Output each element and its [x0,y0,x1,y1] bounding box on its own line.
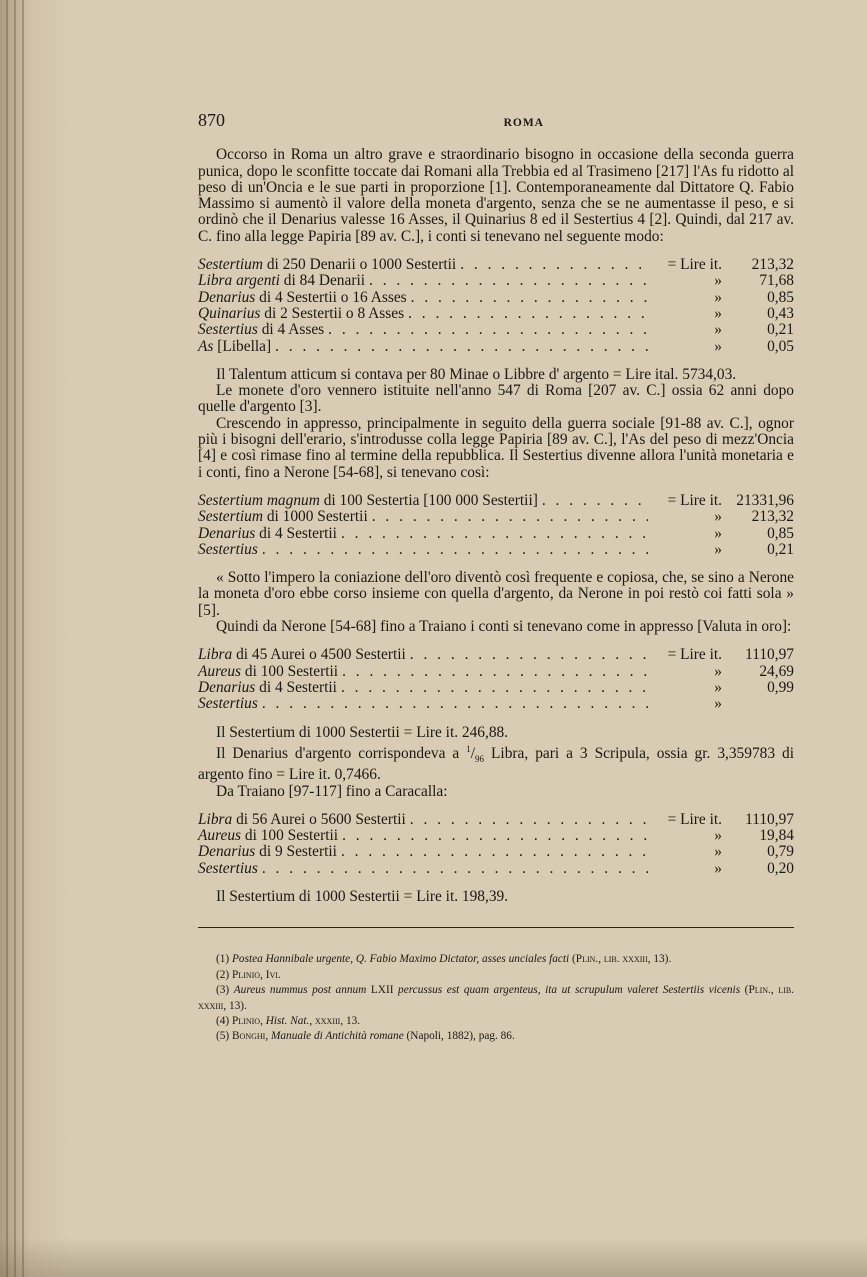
leader-dots [337,844,648,860]
row-label: Aureus di 100 Sestertii [198,662,339,680]
row-value: 0,05 [767,337,794,355]
row-label: Denarius di 4 Sestertii [198,524,337,542]
row-label: Sestertius [198,695,258,713]
row-value: 0,85 [767,288,794,306]
table-row [198,680,794,696]
currency-table-4 [198,812,794,877]
table-row [198,647,794,663]
row-label: As [Libella] [198,337,272,355]
table-row [198,257,794,273]
row-value: 19,84 [759,827,794,845]
table-row [198,306,794,322]
currency-table-3 [198,647,794,712]
page-number: 870 [198,110,225,130]
paragraph: « Sotto l'impero la coniazione dell'oro diventò così frequente e copiosa, che, se sino a Nerone la moneta d'oro ebbe corso insieme con quella d'argento, da Nerone in poi restò coi fatti sola » [5]. [198,569,794,619]
row-value: 213,32 [751,256,794,274]
currency-table-1 [198,257,794,355]
row-equiv: » [714,321,722,339]
row-label: Quinarius di 2 Sestertii o 8 Asses [198,304,405,322]
row-value: 0,43 [767,304,794,322]
row-equiv: » [714,695,722,713]
row-value: 71,68 [759,272,794,290]
table-row [198,290,794,306]
row-equiv: = Lire it. [667,256,722,274]
leader-dots [406,647,648,663]
leader-dots [258,861,648,877]
row-equiv: » [714,678,722,696]
row-equiv: » [714,337,722,355]
leader-dots [337,680,648,696]
leader-dots [337,526,648,542]
row-value: 24,69 [759,662,794,680]
row-value: 21331,96 [736,491,794,509]
table-row [198,526,794,542]
table-row [198,339,794,355]
row-equiv: » [714,272,722,290]
footnote: (4) Plinio, Hist. Nat., xxxiii, 13. [216,1015,361,1027]
row-equiv: » [714,662,722,680]
paragraph: Quindi da Nerone [54-68] fino a Traiano i conti si tenevano come in appresso [Valuta in oro]: [216,618,792,636]
row-equiv: » [714,304,722,322]
leader-dots [406,812,648,828]
row-label: Sestertium di 1000 Sestertii [198,508,368,526]
row-value: 1110,97 [745,646,794,664]
table-row [198,828,794,844]
row-label: Denarius di 4 Sestertii [198,678,337,696]
leader-dots [271,339,648,355]
row-equiv: » [714,540,722,558]
table-row [198,509,794,525]
paragraph: Le monete d'oro vennero istituite nell'anno 547 di Roma [207 av. C.] ossia 62 anni dopo quelle d'argento [3]. [198,382,794,416]
row-label: Aureus di 100 Sestertii [198,827,339,845]
row-label: Libra di 56 Aurei o 5600 Sestertii [198,810,406,828]
row-value: 0,85 [767,524,794,542]
paragraph: Occorso in Roma un altro grave e straordinario bisogno in occasione della seconda guerra punica, dopo le sconfitte toccate dai Romani alla Trebbia ed al Trasimeno [217] l'As fu ridotto al peso di un'Oncia e le sue parti in proporzione [1]. Contemporaneamente dal Dittatore Q. Fabio Massimo si aumentò il valore della moneta d'argento, senza che se ne aumentasse il peso, e si ordinò che il Denarius valesse 16 Asses, il Quinarius 8 ed il Sestertius 4 [2]. Quindi, dal 217 av. C. fino alla legge Papiria [89 av. C.], i conti si tenevano nel seguente modo: [198,146,794,245]
row-label: Denarius di 4 Sestertii o 16 Asses [198,288,407,306]
row-value: 213,32 [751,508,794,526]
row-equiv: = Lire it. [667,646,722,664]
table-row [198,812,794,828]
paragraph: Il Sestertium di 1000 Sestertii = Lire it. 246,88. [216,723,509,741]
leader-dots [258,696,648,712]
row-label: Sestertius [198,859,258,877]
table-row [198,861,794,877]
leader-dots [456,257,648,273]
row-equiv: = Lire it. [667,491,722,509]
footnote: (2) Plinio, Ivi. [216,968,281,981]
row-equiv: » [714,843,722,861]
paragraph: Il Talentum atticum si contava per 80 Minae o Libbre d' argento = Lire ital. 5734,03. [216,365,737,383]
running-header [198,112,794,131]
row-label: Sestertium magnum di 100 Sestertia [100 000 Sestertii] [198,491,538,509]
row-equiv: » [714,827,722,845]
row-value: 0,99 [767,678,794,696]
row-value: 0,20 [767,859,794,877]
leader-dots [338,664,648,680]
row-equiv: » [714,288,722,306]
leader-dots [538,493,648,509]
row-value: 0,21 [767,540,794,558]
leader-dots [365,273,648,289]
row-value: 0,21 [767,321,794,339]
paragraph: Da Traiano [97-117] fino a Caracalla: [216,782,448,800]
running-title: ROMA [503,117,544,129]
row-label: Libra di 45 Aurei o 4500 Sestertii [198,646,406,664]
paragraph: Il Sestertium di 1000 Sestertii = Lire it. 198,39. [216,888,509,906]
table-row [198,844,794,860]
footnote: (3) Aureus nummus post annum LXII percussus est quam argenteus, ita ut scrupulum valeret Sestertiis vicenis (Plin., lib. xxxiii, 13). [198,984,794,1012]
page-edge [6,0,8,1277]
page-edge [14,0,16,1277]
footnote: (5) Bonghi, Manuale di Antichità romane (Napoli, 1882), pag. 86. [216,1030,515,1043]
table-row [198,542,794,558]
row-label: Denarius di 9 Sestertii [198,843,337,861]
row-label: Libra argenti di 84 Denarii [198,272,366,290]
footnotes [198,952,794,1044]
paragraph: Crescendo in appresso, principalmente in seguito della guerra sociale [91-88 av. C.], ognor più i bisogni dell'erario, s'introdusse colla legge Papiria [89 av. C.], l'As del peso di mezz'Oncia [4] e così rimase fino al termine della repubblica. Il Sestertius divenne allora l'unità monetaria e i conti, fino a Nerone [54-68], si tenevano così: [198,414,794,481]
row-equiv: » [714,524,722,542]
leader-dots [258,542,648,558]
table-row [198,493,794,509]
leader-dots [368,509,648,525]
row-value: 1110,97 [745,810,794,828]
leader-dots [404,306,648,322]
row-label: Sestertium di 250 Denarii o 1000 Sestertii [198,256,457,274]
table-row [198,273,794,289]
leader-dots [324,322,648,338]
table-row [198,322,794,338]
row-label: Sestertius di 4 Asses [198,321,325,339]
leader-dots [338,828,648,844]
page-edge [22,0,24,1277]
row-equiv: » [714,859,722,877]
page-content [198,112,794,1045]
row-value: 0,79 [767,843,794,861]
currency-table-2 [198,493,794,558]
footnote-divider [198,927,794,928]
leader-dots [407,290,648,306]
row-label: Sestertius [198,540,258,558]
footnote: (1) Postea Hannibale urgente, Q. Fabio Maximo Dictator, asses unciales facti (Plin., lib. xxxiii, 13). [216,953,672,966]
table-row [198,664,794,680]
table-row [198,696,794,712]
row-equiv: = Lire it. [667,810,722,828]
row-equiv: » [714,508,722,526]
paragraph: Il Denarius d'argento corrispondeva a $^1/_{96}$ Libra, pari a 3 Scripula, ossia gr. 3,359783 di argento fino = Lire it. 0,7466. [198,743,794,784]
